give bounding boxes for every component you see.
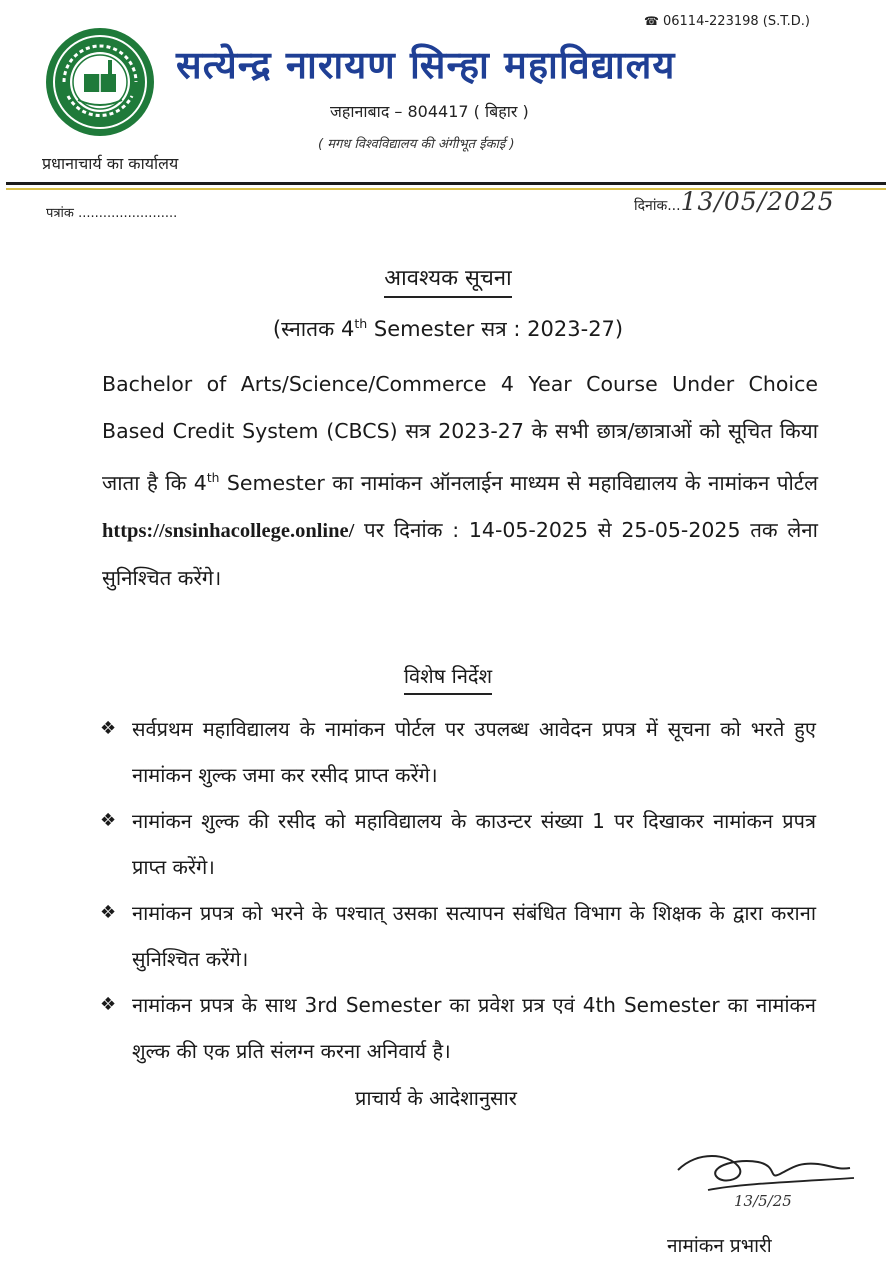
phone-number: ☎ 06114-223198 (S.T.D.) xyxy=(644,14,810,29)
list-item: ❖ नामांकन प्रपत्र के साथ 3rd Semester का प्रवेश प्रत्र एवं 4th Semester का नामांकन शुल्क की एक प्रति संलग्न करना अनिवार्य है। xyxy=(100,982,816,1074)
principal-order-line: प्राचार्य के आदेशानुसार xyxy=(355,1086,517,1110)
admission-portal-link[interactable]: https://snsinhacollege.online/ xyxy=(102,519,355,542)
university-affiliation: ( मगध विश्वविद्यालय की अंगीभूत ईकाई ) xyxy=(318,137,515,152)
signature-date: 13/5/25 xyxy=(734,1192,792,1210)
notice-subtitle: (स्नातक 4th Semester सत्र : 2023-27) xyxy=(272,316,624,341)
reference-number: पत्रांक ........................ xyxy=(46,206,178,221)
handwritten-date: 13/05/2025 xyxy=(680,187,835,216)
telephone-icon: ☎ xyxy=(644,14,659,28)
header-divider xyxy=(6,182,886,185)
letter-date: दिनांक...13/05/2025 xyxy=(634,187,835,216)
diamond-bullet-icon: ❖ xyxy=(100,994,117,1015)
college-seal-icon xyxy=(44,26,156,138)
instructions-list xyxy=(100,706,816,1074)
signatory-designation: नामांकन प्रभारी xyxy=(667,1235,772,1257)
notice-body: Bachelor of Arts/Science/Commerce 4 Year Course Under Choice Based Credit System (CBCS) सत्र 2023-27 के सभी छात्र/छात्राओं को सूचित किया जाता है कि 4th Semester का नामांकन ऑनलाईन माध्यम से महाविद्यालय के नामांकन पोर्टल https://snsinhacollege.online/ पर दिनांक : 14-05-2025 से 25-05-2025 तक लेना सुनिश्चित करेंगे। xyxy=(102,372,819,590)
instructions-title: विशेष निर्देश xyxy=(0,662,896,695)
diamond-bullet-icon: ❖ xyxy=(100,810,117,831)
list-item: ❖ नामांकन शुल्क की रसीद को महाविद्यालय के काउन्टर संख्या 1 पर दिखाकर नामांकन प्रपत्र प्राप्त करेंगे। xyxy=(100,798,816,890)
office-label: प्रधानाचार्य का कार्यालय xyxy=(42,154,179,173)
list-item: ❖ सर्वप्रथम महाविद्यालय के नामांकन पोर्टल पर उपलब्ध आवेदन प्रपत्र में सूचना को भरते हुए नामांकन शुल्क जमा कर रसीद प्राप्त करेंगे। xyxy=(100,706,816,798)
notice-title: आवश्यक सूचना xyxy=(0,262,896,298)
signature-icon xyxy=(668,1140,868,1220)
list-item: ❖ नामांकन प्रपत्र को भरने के पश्चात् उसका सत्यापन संबंधित विभाग के शिक्षक के द्वारा कराना सुनिश्चित करेंगे। xyxy=(100,890,816,982)
diamond-bullet-icon: ❖ xyxy=(100,718,117,739)
diamond-bullet-icon: ❖ xyxy=(100,902,117,923)
college-address: जहानाबाद – 804417 ( बिहार ) xyxy=(330,102,529,121)
college-name: सत्येन्द्र नारायण सिन्हा महाविद्यालय xyxy=(176,42,676,87)
